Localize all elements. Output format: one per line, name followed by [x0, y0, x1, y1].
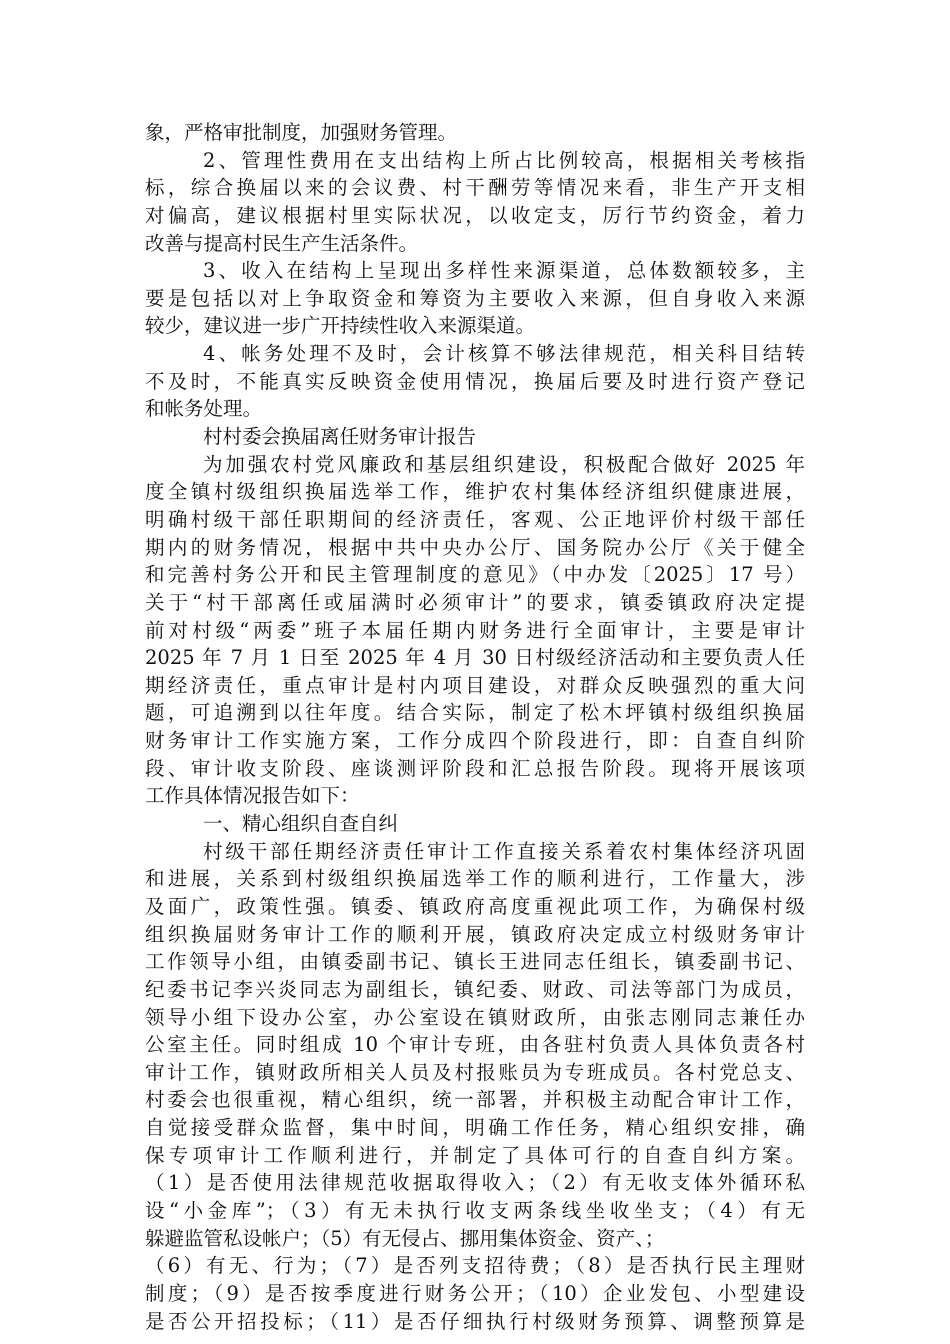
text-line: 度全镇村级组织换届选举工作，维护农村集体经济组织健康进展， — [145, 480, 805, 504]
text-line: 设“小金库”；（3）有无未执行收支两条线坐收坐支；（4）有无 — [145, 1198, 805, 1222]
text-line: 标，综合换届以来的会议费、村干酬劳等情况来看，非生产开支相 — [145, 176, 805, 200]
text-line: 象，严格审批制度，加强财务管理。 — [145, 121, 458, 144]
text-line: 工作领导小组，由镇委副书记、镇长王进同志任组长，镇委副书记、 — [145, 950, 805, 974]
text-line: （6）有无、行为；（7）是否列支招待费；（8）是否执行民主理财 — [145, 1254, 805, 1278]
text-line: 段、审计收支阶段、座谈测评阶段和汇总报告阶段。现将开展该项 — [145, 756, 805, 780]
section-heading: 一、精心组织自查自纠 — [203, 812, 399, 836]
text-line: 制度；（9）是否按季度进行财务公开；（10）企业发包、小型建设 — [145, 1281, 805, 1305]
text-line: 要是包括以对上争取资金和筹资为主要收入来源，但自身收入来源 — [145, 286, 805, 310]
text-line: 审计工作，镇财政所相关人员及村报账员为专班成员。各村党总支、 — [145, 1060, 805, 1084]
text-line: 4、帐务处理不及时，会计核算不够法律规范，相关科目结转 — [203, 342, 805, 366]
section-title: 村村委会换届离任财务审计报告 — [203, 425, 477, 449]
text-line: 村委会也很重视，精心组织，统一部署，并积极主动配合审计工作， — [145, 1088, 805, 1112]
text-line: 较少，建议进一步广开持续性收入来源渠道。 — [145, 314, 536, 338]
text-line: 期经济责任，重点审计是村内项目建设，对群众反映强烈的重大问 — [145, 673, 805, 697]
text-line: 3、收入在结构上呈现出多样性来源渠道，总体数额较多，主 — [203, 259, 805, 283]
document-page — [145, 119, 805, 1335]
text-line: 保专项审计工作顺利进行，并制定了具体可行的自查自纠方案。 — [145, 1143, 805, 1167]
text-line: 组织换届财务审计工作的顺利开展，镇政府决定成立村级财务审计 — [145, 922, 805, 946]
text-line: 和帐务处理。 — [145, 397, 263, 421]
text-line: 明确村级干部任职期间的经济责任，客观、公正地评价村级干部任 — [145, 507, 805, 531]
text-line: 是否公开招投标；（11）是否仔细执行村级财务预算、调整预算是 — [145, 1309, 805, 1333]
text-line: 和完善村务公开和民主管理制度的意见》（中办发〔2025〕17 号） — [145, 563, 805, 587]
text-line: 为加强农村党风廉政和基层组织建设，积极配合做好 2025 年 — [203, 452, 805, 476]
text-line: 对偏高，建议根据村里实际状况，以收定支，厉行节约资金，着力 — [145, 203, 805, 227]
text-line: 自觉接受群众监督，集中时间，明确工作任务，精心组织安排，确 — [145, 1116, 805, 1140]
text-line: 和进展，关系到村级组织换届选举工作的顺利进行，工作量大，涉 — [145, 867, 805, 891]
text-line: 领导小组下设办公室，办公室设在镇财政所，由张志刚同志兼任办 — [145, 1005, 805, 1029]
text-line: 关于“村干部离任或届满时必须审计”的要求，镇委镇政府决定提 — [145, 590, 805, 614]
text-line: （1）是否使用法律规范收据取得收入；（2）有无收支体外循环私 — [145, 1171, 805, 1195]
text-line: 及面广，政策性强。镇委、镇政府高度重视此项工作，为确保村级 — [145, 894, 805, 918]
text-line: 公室主任。同时组成 10 个审计专班，由各驻村负责人具体负责各村 — [145, 1033, 805, 1057]
text-line: 纪委书记李兴炎同志为副组长，镇纪委、财政、司法等部门为成员， — [145, 977, 805, 1001]
text-line: 2、管理性费用在支出结构上所占比例较高，根据相关考核指 — [203, 148, 805, 172]
text-line: 2025 年 7 月 1 日至 2025 年 4 月 30 日村级经济活动和主要负责人任 — [145, 646, 805, 670]
text-line: 前对村级“两委”班子本届任期内财务进行全面审计，主要是审计 — [145, 618, 805, 642]
text-line: 不及时，不能真实反映资金使用情况，换届后要及时进行资产登记 — [145, 369, 805, 393]
text-line: 躲避监管私设帐户；（5）有无侵占、挪用集体资金、资产、； — [145, 1226, 665, 1250]
text-line: 村级干部任期经济责任审计工作直接关系着农村集体经济巩固 — [203, 839, 805, 863]
text-line: 期内的财务情况，根据中共中央办公厅、国务院办公厅《关于健全 — [145, 535, 805, 559]
text-line: 题，可追溯到以往年度。结合实际，制定了松木坪镇村级组织换届 — [145, 701, 805, 725]
text-line: 财务审计工作实施方案，工作分成四个阶段进行，即：自查自纠阶 — [145, 729, 805, 753]
text-line: 工作具体情况报告如下： — [145, 784, 360, 808]
text-line: 改善与提高村民生产生活条件。 — [145, 231, 419, 255]
